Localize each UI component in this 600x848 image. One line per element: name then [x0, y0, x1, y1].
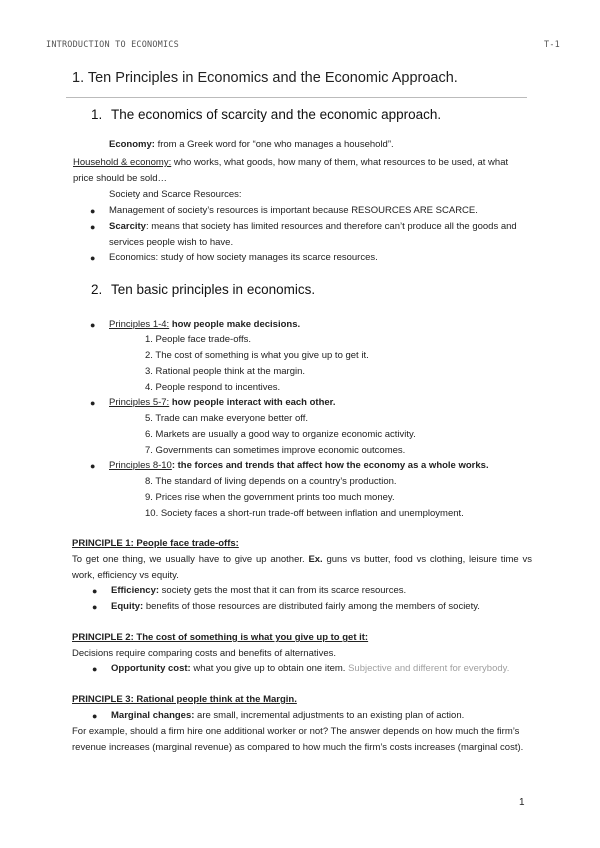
- principle-item: 10. Society faces a short-run trade-off between inflation and unemployment.: [145, 508, 464, 519]
- principles-group-2: [90, 395, 335, 411]
- opportunity-cost-def: what you give up to obtain one item.: [190, 663, 346, 674]
- economy-term: Economy:: [109, 139, 155, 150]
- running-header-code: T-1: [544, 40, 560, 50]
- section2-number: 2.: [91, 282, 103, 297]
- principle-item: 8. The standard of living depends on a country’s production.: [145, 476, 397, 487]
- opportunity-cost-bullet: [92, 661, 509, 677]
- equity-term: Equity:: [111, 601, 144, 612]
- principle1-text-a: To get one thing, we usually have to give up another.: [72, 554, 305, 565]
- principle1-text-line-1: [72, 552, 532, 568]
- principle3-heading: PRINCIPLE 3: Rational people think at the Margin.: [72, 694, 297, 705]
- bullet-text: Management of society’s resources is important because RESOURCES ARE SCARCE.: [109, 205, 478, 216]
- principle3-text-line-2: revenue increases (marginal revenue) as compared to how much the firm’s costs increases (marginal cost).: [72, 742, 524, 753]
- principle-item: 2. The cost of something is what you give up to get it.: [145, 350, 369, 361]
- page-number: 1: [519, 797, 525, 808]
- principle-item: 3. Rational people think at the margin.: [145, 366, 306, 377]
- efficiency-term: Efficiency:: [111, 585, 160, 596]
- principle-item: 9. Prices rise when the government prints too much money.: [145, 492, 395, 503]
- principle-item: 1. People face trade-offs.: [145, 334, 251, 345]
- section2-heading: [91, 282, 315, 297]
- equity-def: benefits of those resources are distributed fairly among the members of society.: [143, 601, 480, 612]
- group-title: [109, 317, 300, 333]
- section1-bullet-2: [90, 219, 550, 251]
- efficiency-bullet: [92, 583, 406, 599]
- bullet-icon: ●: [90, 206, 96, 216]
- section1-number: 1.: [91, 107, 103, 122]
- group-desc: : the forces and trends that affect how the economy as a whole works.: [171, 460, 489, 471]
- household-def-1: who works, what goods, how many of them, what resources to be used, at what: [171, 157, 509, 168]
- bullet-text: [111, 583, 406, 599]
- section1-heading-text: The economics of scarcity and the economic approach.: [111, 107, 442, 122]
- household-definition: [73, 155, 508, 170]
- title-divider: [66, 97, 527, 98]
- bullet-text: [111, 599, 480, 615]
- group-title: [109, 458, 489, 474]
- bullet-text: [111, 661, 509, 677]
- household-term: Household & economy:: [73, 157, 172, 168]
- principles-group-3: [90, 458, 489, 474]
- bullet-icon: ●: [92, 586, 98, 596]
- opportunity-cost-note: Subjective and different for everybody.: [348, 663, 510, 674]
- bullet-text: [109, 219, 550, 251]
- bullet-icon: ●: [90, 461, 96, 471]
- bullet-text: [111, 708, 464, 724]
- bullet-text: Economics: study of how society manages its scarce resources.: [109, 252, 378, 263]
- marginal-changes-bullet: [92, 708, 464, 724]
- scarcity-term: Scarcity: [109, 221, 146, 232]
- running-header-course: INTRODUCTION TO ECONOMICS: [46, 40, 179, 50]
- bullet-icon: ●: [90, 398, 96, 408]
- bullet-icon: ●: [92, 602, 98, 612]
- group-title: [109, 395, 335, 411]
- principle-item: 4. People respond to incentives.: [145, 382, 281, 393]
- section1-bullet-1: [90, 203, 478, 219]
- marginal-changes-term: Marginal changes:: [111, 710, 195, 721]
- bullet-icon: ●: [90, 253, 96, 263]
- group-desc: how people interact with each other.: [169, 397, 336, 408]
- principle2-heading: PRINCIPLE 2: The cost of something is what you give up to get it:: [72, 632, 369, 643]
- group-range: Principles 8-10: [109, 460, 172, 471]
- example-label: Ex.: [308, 554, 323, 565]
- bullet-icon: ●: [90, 320, 96, 330]
- principle2-text: Decisions require comparing costs and benefits of alternatives.: [72, 648, 337, 659]
- principle1-text-line-2: work, efficiency vs equity.: [72, 570, 179, 581]
- bullet-icon: ●: [92, 664, 98, 674]
- bullet-icon: ●: [92, 711, 98, 721]
- page-title: 1. Ten Principles in Economics and the Economic Approach.: [72, 70, 458, 86]
- group-range: Principles 1-4:: [109, 319, 170, 330]
- section1-heading: [91, 107, 441, 122]
- section1-bullet-3: [90, 250, 378, 266]
- section2-heading-text: Ten basic principles in economics.: [111, 282, 316, 297]
- equity-bullet: [92, 599, 480, 615]
- household-def-2: price should be sold…: [73, 173, 167, 184]
- scarcity-def-1: : means that society has limited resources and therefore can’t produce all the goods and: [145, 221, 517, 232]
- marginal-changes-def: are small, incremental adjustments to an existing plan of action.: [194, 710, 465, 721]
- principle-item: 7. Governments can sometimes improve economic outcomes.: [145, 445, 406, 456]
- principle1-heading: PRINCIPLE 1: People face trade-offs:: [72, 538, 239, 549]
- bullet-icon: ●: [90, 222, 96, 232]
- economy-definition: [109, 137, 394, 152]
- principles-group-1: [90, 317, 300, 333]
- scarcity-def-2: services people wish to have.: [109, 237, 234, 248]
- group-desc: how people make decisions.: [169, 319, 301, 330]
- society-label: Society and Scarce Resources:: [109, 189, 242, 200]
- efficiency-def: society gets the most that it can from its scarce resources.: [159, 585, 407, 596]
- economy-def: from a Greek word for “one who manages a household”.: [154, 139, 394, 150]
- group-range: Principles 5-7:: [109, 397, 170, 408]
- opportunity-cost-term: Opportunity cost:: [111, 663, 191, 674]
- principle1-text-b: guns vs butter, food vs clothing, leisure time vs: [322, 554, 532, 565]
- principle3-text-line-1: For example, should a firm hire one additional worker or not? The answer depends on how much the firm’s: [72, 726, 520, 737]
- principle-item: 5. Trade can make everyone better off.: [145, 413, 309, 424]
- principle-item: 6. Markets are usually a good way to organize economic activity.: [145, 429, 416, 440]
